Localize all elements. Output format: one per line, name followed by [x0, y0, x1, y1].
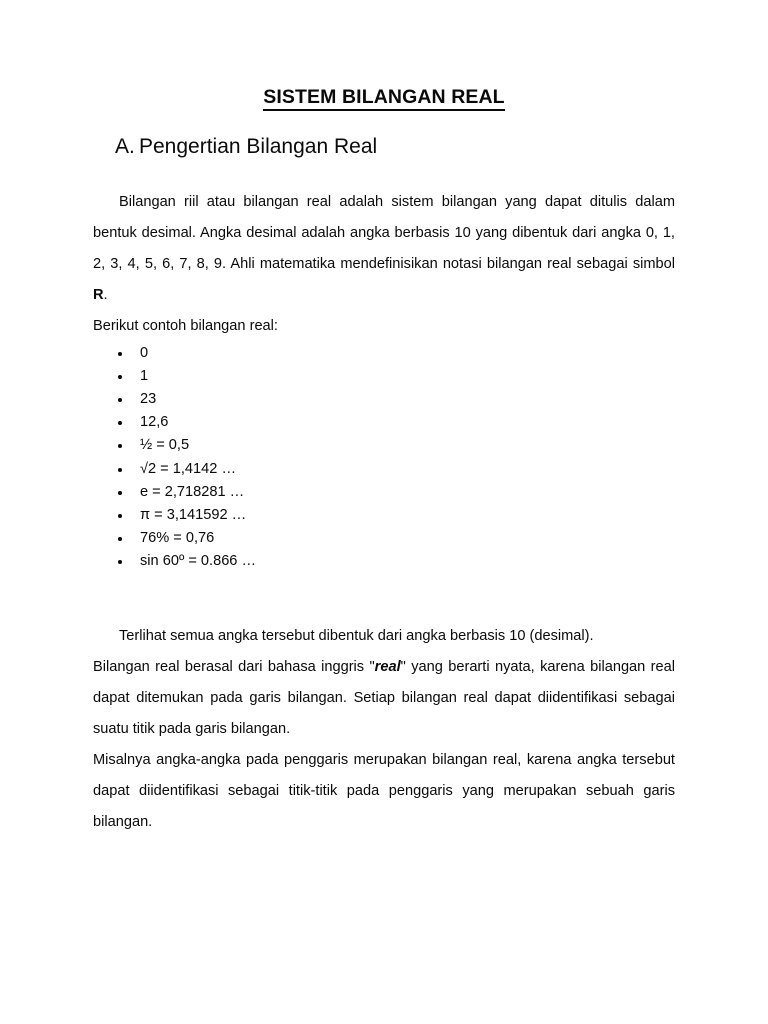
intro-paragraph [93, 187, 675, 311]
real-number-symbol: R [93, 286, 104, 303]
list-item: 23 [93, 388, 675, 411]
list-item: e = 2,718281 … [93, 481, 675, 504]
list-item: sin 60º = 0.866 … [93, 550, 675, 573]
emphasized-word-real: real [374, 658, 401, 675]
list-item: √2 = 1,4142 … [93, 458, 675, 481]
intro-paragraph-block [93, 187, 675, 342]
closing-paragraph-block [93, 621, 675, 838]
section-heading [93, 110, 675, 160]
section-heading-text: Pengertian Bilangan Real [139, 135, 378, 159]
ruler-example-paragraph: Misalnya angka-angka pada penggaris merupakan bilangan real, karena angka tersebut dapat diidentifikasi sebagai titik-titik pada penggaris yang merupakan sebuah garis bilangan. [93, 751, 675, 830]
page-title-text: SISTEM BILANGAN REAL [263, 86, 504, 111]
page-title [93, 0, 675, 110]
list-item: π = 3,141592 … [93, 504, 675, 527]
list-item: 76% = 0,76 [93, 527, 675, 550]
etymology-text-after: " yang berarti nyata, karena bilangan real dapat ditemukan pada garis bilangan. Setiap bilangan real dapat diidentifikasi sebagai suatu titik pada garis bilangan. [93, 658, 676, 737]
list-item: ½ = 0,5 [93, 434, 675, 457]
document-content [93, 0, 675, 838]
intro-paragraph-text: Bilangan riil atau bilangan real adalah sistem bilangan yang dapat ditulis dalam bentuk desimal. Angka desimal adalah angka berbasis 10 yang dibentuk dari angka 0, 1, 2, 3, 4, 5, 6, 7, 8, 9. Ahli matematika mendefinisikan notasi bilangan real sebagai simbol [93, 193, 675, 272]
examples-lead-in: Berikut contoh bilangan real: [93, 317, 278, 334]
list-item: 0 [93, 342, 675, 365]
examples-list [93, 342, 675, 574]
observation-paragraph: Terlihat semua angka tersebut dibentuk dari angka berbasis 10 (desimal). [119, 627, 594, 644]
section-marker: A. [115, 135, 135, 159]
etymology-paragraph [93, 652, 675, 745]
list-item: 1 [93, 365, 675, 388]
list-item: 12,6 [93, 411, 675, 434]
etymology-text-before: Bilangan real berasal dari bahasa inggris " [93, 658, 375, 675]
intro-paragraph-period: . [103, 286, 108, 303]
